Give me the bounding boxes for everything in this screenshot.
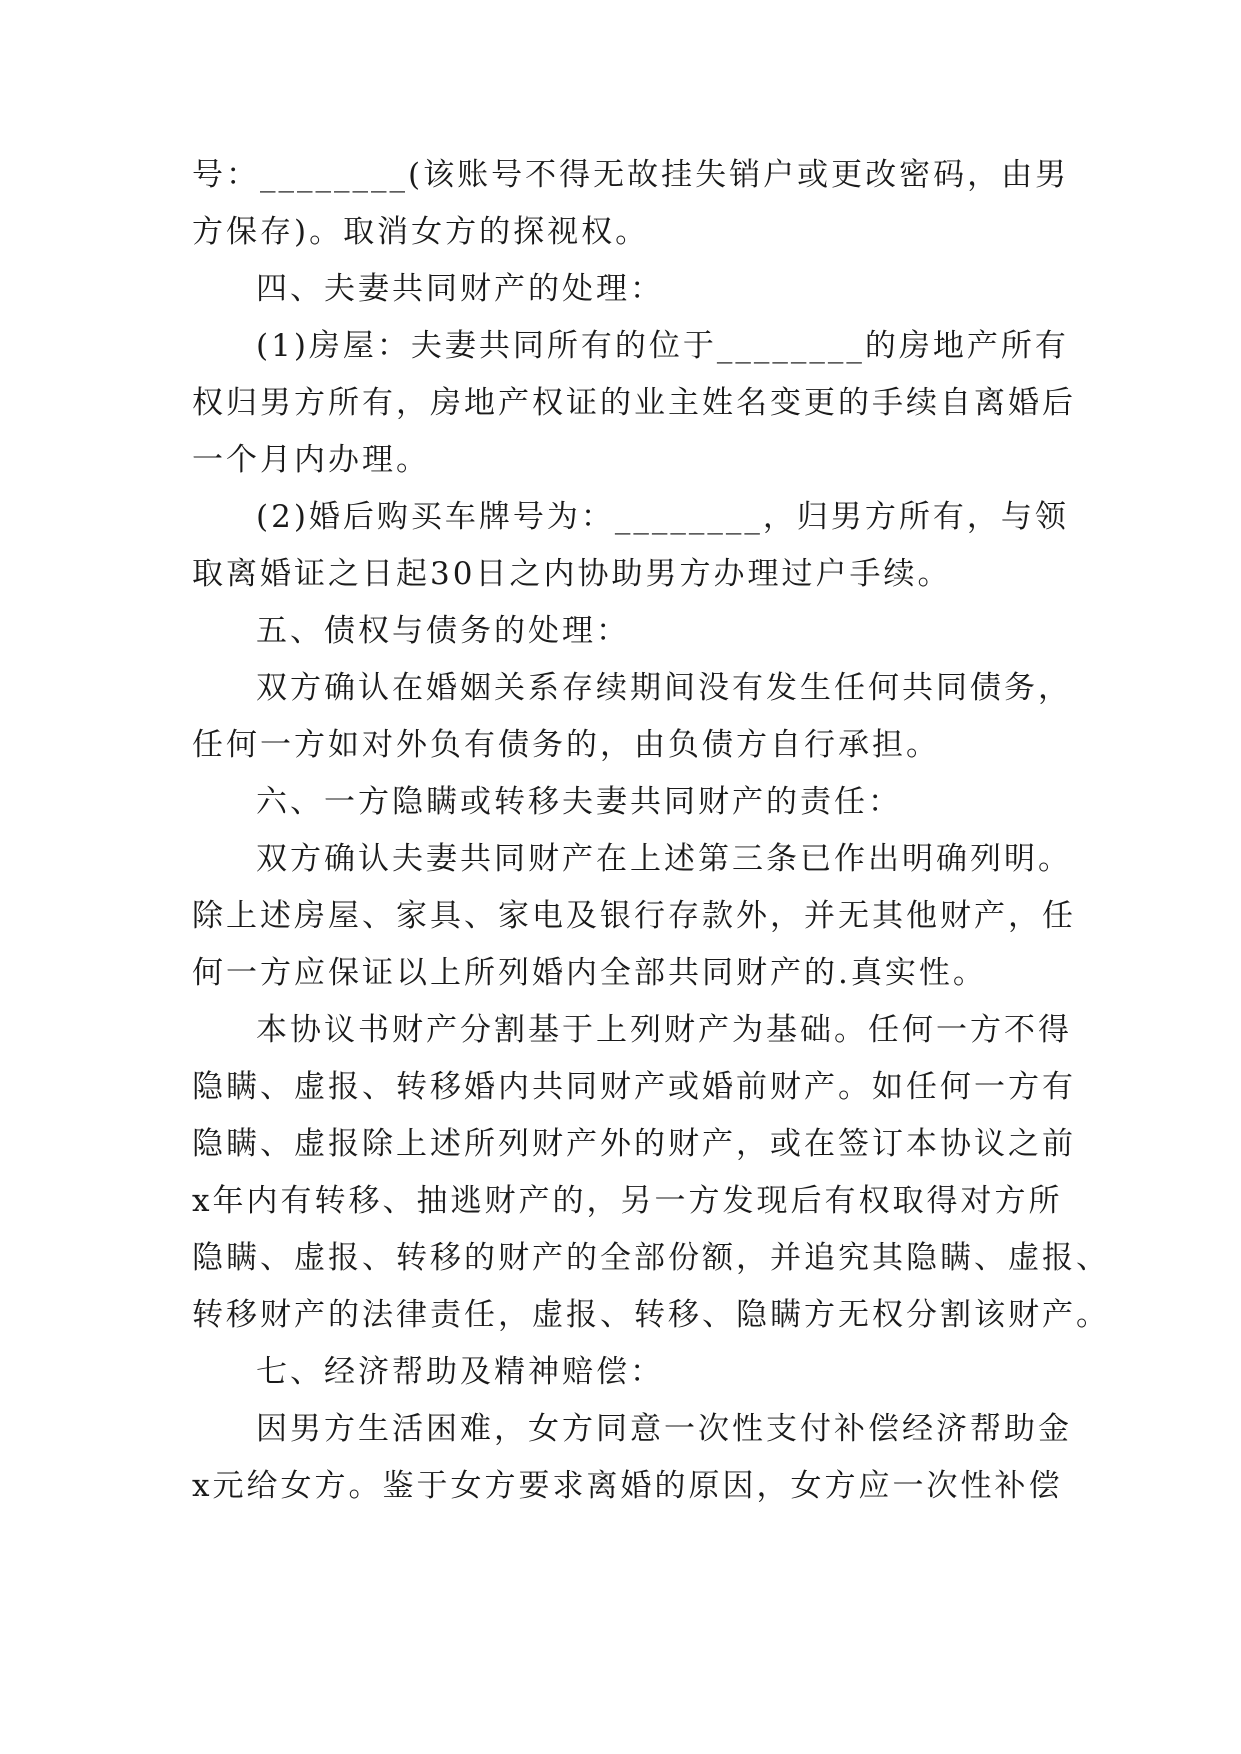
text-line: 何一方应保证以上所列婚内全部共同财产的.真实性。 [192, 955, 987, 991]
section-heading: 五、债权与债务的处理： [256, 613, 630, 649]
text-line: 号：________(该账号不得无故挂失销户或更改密码，由男 [192, 157, 1070, 193]
text-line: 本协议书财产分割基于上列财产为基础。任何一方不得 [256, 1012, 1072, 1048]
text-line: (2)婚后购买车牌号为：________，归男方所有，与领 [256, 499, 1069, 535]
text-line: 隐瞒、虚报、转移婚内共同财产或婚前财产。如任何一方有 [192, 1069, 1076, 1105]
text-line: 隐瞒、虚报除上述所列财产外的财产，或在签订本协议之前 [192, 1126, 1076, 1162]
text-line: 因男方生活困难，女方同意一次性支付补偿经济帮助金 [256, 1411, 1072, 1447]
text-line: x元给女方。鉴于女方要求离婚的原因，女方应一次性补偿 [192, 1468, 1063, 1504]
text-line: x年内有转移、抽逃财产的，另一方发现后有权取得对方所 [192, 1183, 1063, 1219]
text-line: 取离婚证之日起30日之内协助男方办理过户手续。 [192, 556, 952, 592]
text-line: 双方确认在婚姻关系存续期间没有发生任何共同债务， [256, 670, 1072, 706]
section-heading: 四、夫妻共同财产的处理： [256, 271, 664, 307]
text-line: 一个月内办理。 [192, 442, 430, 478]
text-line: 除上述房屋、家具、家电及银行存款外，并无其他财产，任 [192, 898, 1076, 934]
text-line: 权归男方所有，房地产权证的业主姓名变更的手续自离婚后 [192, 385, 1076, 421]
text-line: 双方确认夫妻共同财产在上述第三条已作出明确列明。 [256, 841, 1072, 877]
section-heading: 七、经济帮助及精神赔偿： [256, 1354, 664, 1390]
text-line: 方保存)。取消女方的探视权。 [192, 214, 650, 250]
text-line: 隐瞒、虚报、转移的财产的全部份额，并追究其隐瞒、虚报、 [192, 1240, 1110, 1276]
text-line: 转移财产的法律责任，虚报、转移、隐瞒方无权分割该财产。 [192, 1297, 1110, 1333]
section-heading: 六、一方隐瞒或转移夫妻共同财产的责任： [256, 784, 902, 820]
text-line: (1)房屋：夫妻共同所有的位于________的房地产所有 [256, 328, 1069, 364]
text-line: 任何一方如对外负有债务的，由负债方自行承担。 [192, 727, 940, 763]
